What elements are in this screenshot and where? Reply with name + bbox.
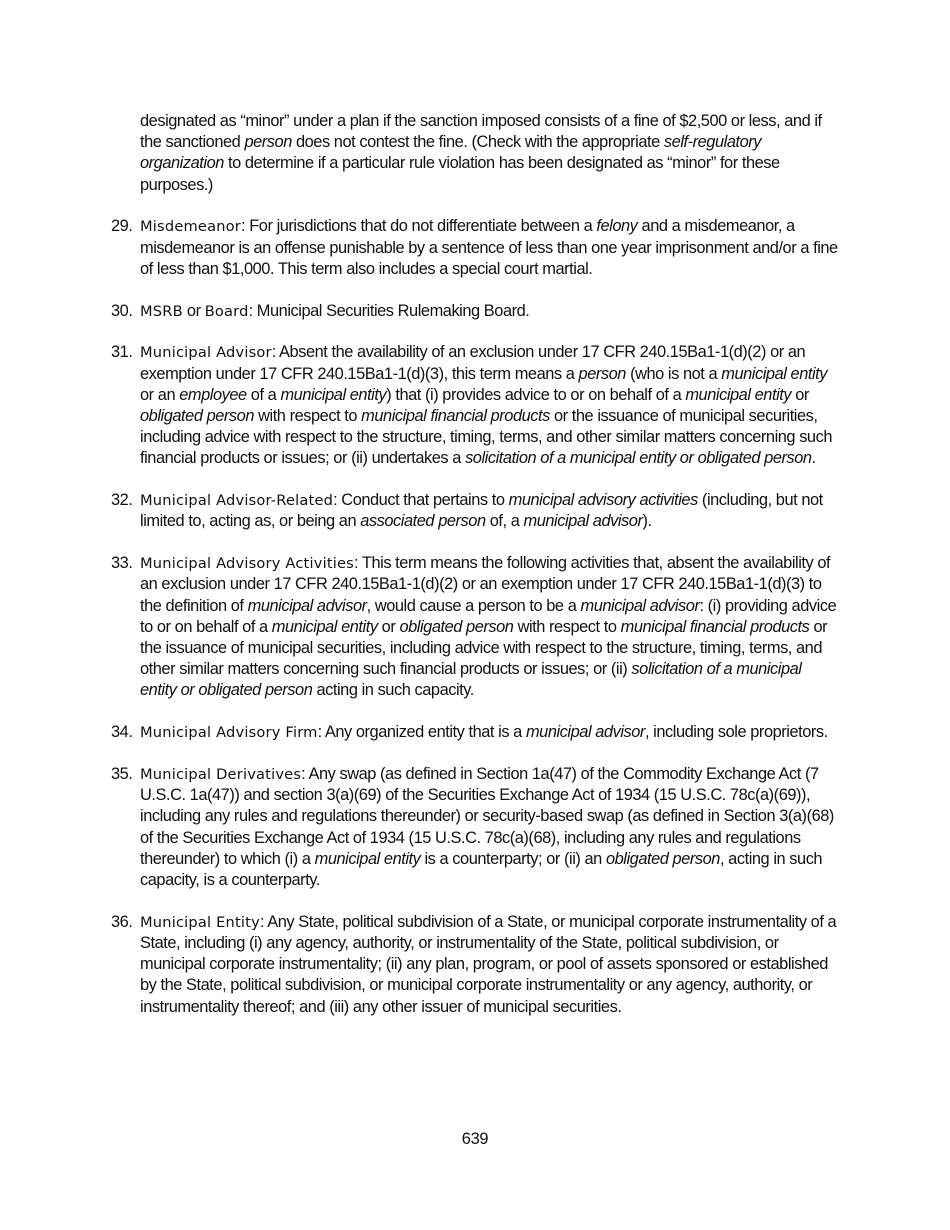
text-run: : This term means the following activities that, absent the availability of an exclusion under 17 CFR 240.15Ba1-1(d)(2) or an exemption under 17 CFR 240.15Ba1-1(d)(3) to the definition of <box>140 554 831 615</box>
term-heading: Municipal Advisor-Related <box>140 492 334 510</box>
text-run: with respect to <box>513 617 621 636</box>
definition-item-33 <box>111 553 839 701</box>
text-run: : For jurisdictions that do not differentiate between a <box>241 217 597 236</box>
text-run: , including sole proprietors. <box>644 723 828 742</box>
definition-item-30 <box>111 301 839 322</box>
defined-term-ref: person <box>578 364 626 383</box>
text-run: acting in such capacity. <box>312 681 474 700</box>
text-run: to determine if a particular rule violation has been designated as “minor” for these purposes.) <box>140 154 780 194</box>
term-heading: Board <box>204 302 249 320</box>
term-heading: MSRB <box>140 302 183 320</box>
defined-term-ref: municipal entity <box>685 385 792 404</box>
page-number: 639 <box>461 1130 489 1148</box>
text-run: : Conduct that pertains to <box>333 491 509 510</box>
defined-term-ref: felony <box>596 217 638 236</box>
text-run: with respect to <box>254 407 362 426</box>
defined-term-ref: self-regulatory organization <box>140 133 762 173</box>
text-run: (including, but not limited to, acting as, or being an <box>140 491 823 531</box>
text-run: , would cause a person to be a <box>366 596 581 615</box>
defined-term-ref: associated person <box>360 512 486 531</box>
text-run: or <box>791 385 809 404</box>
text-run: and a misdemeanor, a misdemeanor is an offense punishable by a sentence of less than one year imprisonment and/or a fine of less than $1,000. This term also includes a special court martial. <box>140 217 838 278</box>
text-run: : Municipal Securities Rulemaking Board. <box>248 301 530 320</box>
text-run: or the issuance of municipal securities, including advice with respect to the structure, timing, terms, and other similar matters concerning such financial products or issues; or (ii) <box>140 617 828 679</box>
defined-term-ref: solicitation of a municipal entity or obligated person <box>140 660 802 700</box>
term-heading: Municipal Advisor <box>140 344 272 362</box>
definitions-list <box>111 111 839 1018</box>
definition-item-34 <box>111 722 839 743</box>
text-run: : Any swap (as defined in Section 1a(47) of the Commodity Exchange Act (7 U.S.C. 1a(47)) and section 3(a)(69) of the Securities Exchange Act of 1934 (15 U.S.C. 78c(a)(69)), including any rules and regulations thereunder) or security-based swap (as defined in Section 3(a)(68) of the Securities Exchange Act of 1934 (15 U.S.C. 78c(a)(68), including any rules and regulations thereunder) to which (i) a <box>140 765 834 868</box>
defined-term-ref: municipal advisor <box>247 596 367 615</box>
item-number: 32. <box>111 491 133 510</box>
defined-term-ref: municipal financial products <box>620 617 810 636</box>
defined-term-ref: obligated person <box>605 849 720 868</box>
text-run: : Any State, political subdivision of a State, or municipal corporate instrumentality of a State, including (i) any agency, authority, or instrumentality of the State, political subdivision, or municipal corporate instrumentality; (ii) any plan, program, or pool of assets sponsored or established by the State, political subdivision, or municipal corporate instrumentality or any agency, authority, or instrumentality thereof; and (iii) any other issuer of municipal securities. <box>140 912 837 1016</box>
defined-term-ref: obligated person <box>399 617 514 636</box>
term-heading: Municipal Advisory Firm <box>140 724 318 742</box>
defined-term-ref: municipal entity <box>280 385 387 404</box>
item-number: 34. <box>111 723 133 742</box>
defined-term-ref: municipal advisor <box>523 512 643 531</box>
item-number: 29. <box>111 217 133 236</box>
defined-term-ref: municipal financial products <box>361 407 550 426</box>
definition-item-32 <box>111 490 839 532</box>
definition-item-31 <box>111 342 839 469</box>
item-number: 36. <box>111 912 133 931</box>
item-number: 35. <box>111 765 133 784</box>
text-run: does not contest the fine. (Check with the appropriate <box>291 133 664 152</box>
definition-item-36 <box>111 912 839 1018</box>
defined-term-ref: municipal entity <box>721 364 828 383</box>
text-run: : (i) providing advice to or on behalf of a <box>140 596 837 636</box>
term-heading: Municipal Entity <box>140 913 260 931</box>
item-number: 30. <box>111 301 133 320</box>
defined-term-ref: obligated person <box>140 407 255 426</box>
text-run: is a counterparty; or (ii) an <box>420 849 606 868</box>
text-run: : Any organized entity that is a <box>317 723 526 742</box>
text-run: or an <box>140 385 180 404</box>
term-heading: Municipal Advisory Activities <box>140 555 354 573</box>
defined-term-ref: employee <box>179 385 247 404</box>
definition-item-29 <box>111 216 839 280</box>
text-run: or <box>377 617 400 636</box>
continued-paragraph <box>140 111 839 196</box>
defined-term-ref: solicitation of a municipal entity or obligated person <box>465 449 812 468</box>
term-heading: Misdemeanor <box>140 218 242 236</box>
defined-term-ref: municipal advisor <box>580 596 700 615</box>
text-run: or <box>182 301 205 320</box>
text-run: of a <box>246 385 281 404</box>
text-run: ) that (i) provides advice to or on behalf of a <box>386 385 686 404</box>
text-run: ). <box>642 512 652 531</box>
text-run: : Absent the availability of an exclusion under 17 CFR 240.15Ba1-1(d)(2) or an exemption under 17 CFR 240.15Ba1-1(d)(3), this term means a <box>140 343 806 383</box>
defined-term-ref: municipal advisor <box>525 723 645 742</box>
item-number: 31. <box>111 343 133 362</box>
text-run: , acting in such capacity, is a counterparty. <box>140 849 823 890</box>
term-heading: Municipal Derivatives <box>140 766 302 784</box>
text-run: designated as “minor” under a plan if the sanction imposed consists of a fine of $2,500 or less, and if the sanctioned <box>140 112 822 152</box>
defined-term-ref: municipal entity <box>271 617 378 636</box>
text-run: or the issuance of municipal securities, including advice with respect to the structure, timing, terms, and other similar matters concerning such financial products or issues; or (ii) undertakes a <box>140 407 833 468</box>
text-run: (who is not a <box>625 364 722 383</box>
defined-term-ref: municipal advisory activities <box>508 491 698 510</box>
item-number: 33. <box>111 554 133 573</box>
defined-term-ref: person <box>244 133 292 152</box>
text-run: of, a <box>485 512 524 531</box>
definition-item-35 <box>111 764 839 891</box>
defined-term-ref: municipal entity <box>314 849 421 868</box>
text-run: . <box>811 449 816 468</box>
